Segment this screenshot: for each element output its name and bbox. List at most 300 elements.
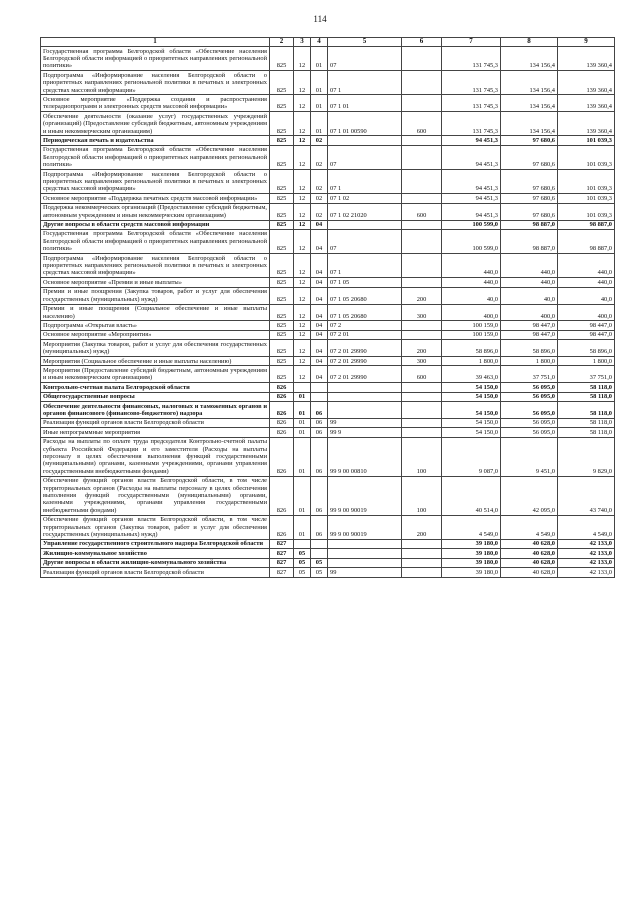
target-article-code: 07 1 05 xyxy=(328,278,402,287)
table-row xyxy=(41,71,615,95)
expense-type-code: 600 xyxy=(402,112,442,136)
target-article-code xyxy=(328,402,402,419)
target-article-code: 07 1 05 20680 xyxy=(328,304,402,321)
amount-col-8: 40,0 xyxy=(501,287,558,304)
target-article-code: 99 9 xyxy=(328,428,402,437)
ministry-code: 827 xyxy=(270,539,294,548)
target-article-code xyxy=(328,220,402,229)
amount-col-8: 9 451,0 xyxy=(501,437,558,476)
subsection-code: 04 xyxy=(311,220,328,229)
amount-col-9: 58 118,0 xyxy=(558,383,615,392)
row-name: Подпрограмма «Информирование населения Белгородской области о приоритетных направлениях региональной политики в печатных и электронных средствах массовой информации» xyxy=(41,71,270,95)
table-row xyxy=(41,229,615,253)
subsection-code: 04 xyxy=(311,321,328,330)
amount-col-7: 100 599,0 xyxy=(442,220,501,229)
section-code: 12 xyxy=(294,278,311,287)
section-code: 12 xyxy=(294,357,311,366)
expense-type-code xyxy=(402,392,442,401)
amount-col-8: 97 680,6 xyxy=(501,145,558,169)
target-article-code: 07 1 01 00590 xyxy=(328,112,402,136)
table-row xyxy=(41,558,615,567)
amount-col-9: 98 887,0 xyxy=(558,220,615,229)
amount-col-7: 440,0 xyxy=(442,254,501,278)
column-header: 4 xyxy=(311,38,328,47)
target-article-code: 07 2 01 29990 xyxy=(328,357,402,366)
section-code: 12 xyxy=(294,170,311,194)
row-name: Обеспечение деятельности (оказание услуг) государственных учреждений (организаций) (Предоставление субсидий бюджетным, автономным учреждениям и иным некоммерческим организациям) xyxy=(41,112,270,136)
amount-col-7: 94 451,3 xyxy=(442,194,501,203)
subsection-code: 04 xyxy=(311,366,328,383)
row-name: Премии и иные поощрения (Социальное обеспечение и иные выплаты населению) xyxy=(41,304,270,321)
target-article-code: 07 1 xyxy=(328,170,402,194)
section-code: 12 xyxy=(294,95,311,112)
row-name: Реализация функций органов власти Белгородской области xyxy=(41,418,270,427)
ministry-code: 826 xyxy=(270,383,294,392)
ministry-code: 825 xyxy=(270,194,294,203)
section-code: 12 xyxy=(294,112,311,136)
target-article-code xyxy=(328,558,402,567)
target-article-code: 07 xyxy=(328,145,402,169)
amount-col-8: 1 800,0 xyxy=(501,357,558,366)
amount-col-8: 56 095,0 xyxy=(501,428,558,437)
ministry-code: 825 xyxy=(270,136,294,145)
amount-col-9: 58 118,0 xyxy=(558,402,615,419)
row-name: Основное мероприятие «Поддержка создания и распространения телерадиопрограмм и электронных средств массовой информации» xyxy=(41,95,270,112)
table-row xyxy=(41,428,615,437)
ministry-code: 825 xyxy=(270,330,294,339)
table-row xyxy=(41,278,615,287)
table-row xyxy=(41,287,615,304)
amount-col-8: 40 628,0 xyxy=(501,549,558,558)
table-row xyxy=(41,220,615,229)
expense-type-code xyxy=(402,47,442,71)
ministry-code: 826 xyxy=(270,437,294,476)
expense-type-code xyxy=(402,539,442,548)
row-name: Государственная программа Белгородской области «Обеспечение населения Белгородской области информацией о приоритетных направлениях региональной политики» xyxy=(41,145,270,169)
amount-col-8: 97 680,6 xyxy=(501,136,558,145)
subsection-code: 01 xyxy=(311,112,328,136)
expense-type-code xyxy=(402,194,442,203)
amount-col-9: 101 039,3 xyxy=(558,203,615,220)
row-name: Поддержка некоммерческих организаций (Предоставление субсидий бюджетным, автономным учреждениям и иным некоммерческим организациям) xyxy=(41,203,270,220)
target-article-code xyxy=(328,539,402,548)
expense-type-code xyxy=(402,95,442,112)
section-code: 12 xyxy=(294,229,311,253)
amount-col-9: 58 118,0 xyxy=(558,418,615,427)
amount-col-8: 134 156,4 xyxy=(501,112,558,136)
amount-col-7: 94 451,3 xyxy=(442,145,501,169)
amount-col-9: 43 740,0 xyxy=(558,476,615,515)
amount-col-8: 134 156,4 xyxy=(501,47,558,71)
row-name: Подпрограмма «Открытая власть» xyxy=(41,321,270,330)
table-row xyxy=(41,402,615,419)
ministry-code: 826 xyxy=(270,428,294,437)
section-code xyxy=(294,383,311,392)
ministry-code: 825 xyxy=(270,304,294,321)
ministry-code: 825 xyxy=(270,47,294,71)
subsection-code: 06 xyxy=(311,418,328,427)
row-name: Управление государственного строительного надзора Белгородской области xyxy=(41,539,270,548)
subsection-code: 05 xyxy=(311,558,328,567)
amount-col-8: 42 095,0 xyxy=(501,476,558,515)
subsection-code: 06 xyxy=(311,428,328,437)
ministry-code: 825 xyxy=(270,71,294,95)
ministry-code: 825 xyxy=(270,340,294,357)
section-code: 12 xyxy=(294,366,311,383)
row-name: Контрольно-счетная палата Белгородской области xyxy=(41,383,270,392)
amount-col-8: 58 896,0 xyxy=(501,340,558,357)
amount-col-7: 39 180,0 xyxy=(442,568,501,577)
amount-col-8: 440,0 xyxy=(501,254,558,278)
section-code: 01 xyxy=(294,418,311,427)
amount-col-9: 440,0 xyxy=(558,254,615,278)
section-code xyxy=(294,539,311,548)
target-article-code: 99 9 00 00810 xyxy=(328,437,402,476)
expense-type-code xyxy=(402,321,442,330)
amount-col-7: 94 451,3 xyxy=(442,170,501,194)
subsection-code: 06 xyxy=(311,402,328,419)
amount-col-8: 134 156,4 xyxy=(501,71,558,95)
row-name: Обеспечение функций органов власти Белгородской области, в том числе территориальных органов (Закупка товаров, работ и услуг для обеспечения государственных (муниципальных) нужд) xyxy=(41,515,270,539)
row-name: Другие вопросы в области жилищно-коммунального хозяйства xyxy=(41,558,270,567)
row-name: Расходы на выплаты по оплате труда председателя Контрольно-счетной палаты субъекта Российской Федерации и его заместителя (Расходы на выплаты персоналу в целях обеспечения выполнения функций государственными (муниципальными) органами, казенными учреждениями, органами управления государственными внебюджетными фондами) xyxy=(41,437,270,476)
expense-type-code: 100 xyxy=(402,476,442,515)
amount-col-7: 400,0 xyxy=(442,304,501,321)
section-code: 12 xyxy=(294,321,311,330)
target-article-code: 07 1 02 xyxy=(328,194,402,203)
table-row xyxy=(41,136,615,145)
subsection-code: 04 xyxy=(311,278,328,287)
section-code: 12 xyxy=(294,330,311,339)
target-article-code: 07 2 01 29990 xyxy=(328,340,402,357)
column-header: 1 xyxy=(41,38,270,47)
target-article-code: 07 1 xyxy=(328,254,402,278)
table-row xyxy=(41,170,615,194)
section-code: 12 xyxy=(294,194,311,203)
subsection-code: 02 xyxy=(311,136,328,145)
section-code: 05 xyxy=(294,568,311,577)
target-article-code: 99 9 00 90019 xyxy=(328,476,402,515)
table-row xyxy=(41,549,615,558)
subsection-code: 04 xyxy=(311,287,328,304)
ministry-code: 825 xyxy=(270,112,294,136)
subsection-code: 06 xyxy=(311,437,328,476)
target-article-code: 07 2 01 xyxy=(328,330,402,339)
expense-type-code xyxy=(402,254,442,278)
expense-type-code xyxy=(402,549,442,558)
amount-col-8: 40 628,0 xyxy=(501,568,558,577)
amount-col-8: 98 447,0 xyxy=(501,321,558,330)
amount-col-9: 440,0 xyxy=(558,278,615,287)
table-row xyxy=(41,145,615,169)
table-row xyxy=(41,476,615,515)
expense-type-code xyxy=(402,330,442,339)
amount-col-9: 139 360,4 xyxy=(558,71,615,95)
expense-type-code xyxy=(402,558,442,567)
section-code: 01 xyxy=(294,392,311,401)
subsection-code: 04 xyxy=(311,304,328,321)
table-row xyxy=(41,194,615,203)
amount-col-9: 139 360,4 xyxy=(558,47,615,71)
amount-col-9: 42 133,0 xyxy=(558,549,615,558)
amount-col-9: 4 549,0 xyxy=(558,515,615,539)
table-row xyxy=(41,340,615,357)
section-code: 12 xyxy=(294,145,311,169)
amount-col-7: 54 150,0 xyxy=(442,402,501,419)
amount-col-7: 54 150,0 xyxy=(442,392,501,401)
row-name: Государственная программа Белгородской области «Обеспечение населения Белгородской области информацией о приоритетных направлениях региональной политики» xyxy=(41,47,270,71)
table-body xyxy=(41,47,615,578)
table-row xyxy=(41,330,615,339)
column-header: 8 xyxy=(501,38,558,47)
target-article-code xyxy=(328,549,402,558)
amount-col-9: 9 829,0 xyxy=(558,437,615,476)
amount-col-9: 42 133,0 xyxy=(558,568,615,577)
expense-type-code: 300 xyxy=(402,304,442,321)
amount-col-7: 40,0 xyxy=(442,287,501,304)
amount-col-7: 39 180,0 xyxy=(442,549,501,558)
amount-col-7: 1 800,0 xyxy=(442,357,501,366)
expense-type-code xyxy=(402,428,442,437)
row-name: Премии и иные поощрения (Закупка товаров, работ и услуг для обеспечения государственных (муниципальных) нужд) xyxy=(41,287,270,304)
section-code: 01 xyxy=(294,402,311,419)
section-code: 01 xyxy=(294,428,311,437)
amount-col-7: 9 087,0 xyxy=(442,437,501,476)
ministry-code: 825 xyxy=(270,357,294,366)
table-row xyxy=(41,568,615,577)
subsection-code: 06 xyxy=(311,515,328,539)
amount-col-7: 100 599,0 xyxy=(442,229,501,253)
amount-col-8: 440,0 xyxy=(501,278,558,287)
subsection-code: 02 xyxy=(311,203,328,220)
target-article-code: 99 xyxy=(328,568,402,577)
section-code: 01 xyxy=(294,515,311,539)
section-code: 12 xyxy=(294,203,311,220)
section-code: 12 xyxy=(294,136,311,145)
amount-col-7: 54 150,0 xyxy=(442,428,501,437)
target-article-code: 07 1 01 xyxy=(328,95,402,112)
ministry-code: 825 xyxy=(270,203,294,220)
section-code: 12 xyxy=(294,71,311,95)
subsection-code: 05 xyxy=(311,568,328,577)
amount-col-7: 440,0 xyxy=(442,278,501,287)
table-row xyxy=(41,112,615,136)
subsection-code: 02 xyxy=(311,145,328,169)
amount-col-8: 97 680,6 xyxy=(501,170,558,194)
amount-col-8: 97 680,6 xyxy=(501,194,558,203)
subsection-code: 01 xyxy=(311,71,328,95)
amount-col-9: 101 039,3 xyxy=(558,194,615,203)
amount-col-7: 54 150,0 xyxy=(442,418,501,427)
amount-col-9: 400,0 xyxy=(558,304,615,321)
row-name: Государственная программа Белгородской области «Обеспечение населения Белгородской области информацией о приоритетных направлениях региональной политики» xyxy=(41,229,270,253)
amount-col-8: 400,0 xyxy=(501,304,558,321)
row-name: Мероприятия (Закупка товаров, работ и услуг для обеспечения государственных (муниципальных) нужд) xyxy=(41,340,270,357)
expense-type-code: 200 xyxy=(402,340,442,357)
target-article-code: 07 xyxy=(328,47,402,71)
target-article-code: 07 2 01 29990 xyxy=(328,366,402,383)
amount-col-7: 39 463,0 xyxy=(442,366,501,383)
expense-type-code xyxy=(402,145,442,169)
amount-col-7: 131 745,3 xyxy=(442,47,501,71)
table-row xyxy=(41,321,615,330)
expense-type-code: 300 xyxy=(402,357,442,366)
row-name: Основное мероприятие «Поддержка печатных средств массовой информации» xyxy=(41,194,270,203)
section-code: 05 xyxy=(294,558,311,567)
budget-table xyxy=(40,37,615,578)
amount-col-8: 56 095,0 xyxy=(501,392,558,401)
amount-col-8: 56 095,0 xyxy=(501,383,558,392)
amount-col-8: 4 549,0 xyxy=(501,515,558,539)
column-header: 3 xyxy=(294,38,311,47)
target-article-code xyxy=(328,136,402,145)
amount-col-9: 98 447,0 xyxy=(558,330,615,339)
subsection-code: 04 xyxy=(311,229,328,253)
row-name: Подпрограмма «Информирование населения Белгородской области о приоритетных направлениях региональной политики в печатных и электронных средствах массовой информации» xyxy=(41,254,270,278)
amount-col-9: 58 896,0 xyxy=(558,340,615,357)
row-name: Мероприятия (Социальное обеспечение и иные выплаты населению) xyxy=(41,357,270,366)
amount-col-9: 58 118,0 xyxy=(558,428,615,437)
ministry-code: 826 xyxy=(270,392,294,401)
ministry-code: 826 xyxy=(270,418,294,427)
table-row xyxy=(41,95,615,112)
expense-type-code xyxy=(402,229,442,253)
target-article-code: 99 xyxy=(328,418,402,427)
section-code: 01 xyxy=(294,437,311,476)
subsection-code xyxy=(311,383,328,392)
table-row xyxy=(41,203,615,220)
amount-col-8: 134 156,4 xyxy=(501,95,558,112)
expense-type-code xyxy=(402,278,442,287)
subsection-code xyxy=(311,549,328,558)
amount-col-7: 39 180,0 xyxy=(442,539,501,548)
amount-col-8: 98 887,0 xyxy=(501,220,558,229)
amount-col-9: 101 039,3 xyxy=(558,136,615,145)
amount-col-8: 56 095,0 xyxy=(501,418,558,427)
ministry-code: 827 xyxy=(270,568,294,577)
subsection-code xyxy=(311,539,328,548)
section-code: 12 xyxy=(294,47,311,71)
amount-col-8: 98 447,0 xyxy=(501,330,558,339)
target-article-code: 07 2 xyxy=(328,321,402,330)
amount-col-9: 98 887,0 xyxy=(558,229,615,253)
expense-type-code: 200 xyxy=(402,515,442,539)
ministry-code: 827 xyxy=(270,549,294,558)
table-row xyxy=(41,437,615,476)
table-row xyxy=(41,392,615,401)
target-article-code: 99 9 00 90019 xyxy=(328,515,402,539)
target-article-code xyxy=(328,392,402,401)
column-header: 6 xyxy=(402,38,442,47)
row-name: Иные непрограммные мероприятия xyxy=(41,428,270,437)
amount-col-9: 101 039,3 xyxy=(558,145,615,169)
expense-type-code: 100 xyxy=(402,437,442,476)
row-name: Обеспечение деятельности финансовых, налоговых и таможенных органов и органов финансового (финансово-бюджетного) надзора xyxy=(41,402,270,419)
expense-type-code xyxy=(402,220,442,229)
ministry-code: 825 xyxy=(270,220,294,229)
ministry-code: 825 xyxy=(270,229,294,253)
table-row xyxy=(41,515,615,539)
ministry-code: 825 xyxy=(270,145,294,169)
subsection-code: 06 xyxy=(311,476,328,515)
amount-col-8: 56 095,0 xyxy=(501,402,558,419)
amount-col-7: 131 745,3 xyxy=(442,112,501,136)
section-code: 01 xyxy=(294,476,311,515)
expense-type-code: 200 xyxy=(402,287,442,304)
ministry-code: 826 xyxy=(270,515,294,539)
subsection-code: 02 xyxy=(311,170,328,194)
section-code: 12 xyxy=(294,287,311,304)
expense-type-code xyxy=(402,170,442,194)
column-header: 7 xyxy=(442,38,501,47)
table-row xyxy=(41,366,615,383)
section-code: 12 xyxy=(294,254,311,278)
section-code: 05 xyxy=(294,549,311,558)
expense-type-code xyxy=(402,383,442,392)
amount-col-9: 42 133,0 xyxy=(558,558,615,567)
table-row xyxy=(41,539,615,548)
amount-col-9: 98 447,0 xyxy=(558,321,615,330)
ministry-code: 826 xyxy=(270,476,294,515)
amount-col-9: 58 118,0 xyxy=(558,392,615,401)
amount-col-9: 1 800,0 xyxy=(558,357,615,366)
amount-col-8: 37 751,0 xyxy=(501,366,558,383)
row-name: Общегосударственные вопросы xyxy=(41,392,270,401)
amount-col-9: 40,0 xyxy=(558,287,615,304)
amount-col-9: 139 360,4 xyxy=(558,112,615,136)
amount-col-7: 131 745,3 xyxy=(442,71,501,95)
ministry-code: 825 xyxy=(270,278,294,287)
amount-col-7: 100 159,0 xyxy=(442,321,501,330)
table-header-row xyxy=(41,38,615,47)
amount-col-7: 58 896,0 xyxy=(442,340,501,357)
expense-type-code xyxy=(402,71,442,95)
expense-type-code xyxy=(402,568,442,577)
row-name: Основное мероприятие «Премии и иные выплаты» xyxy=(41,278,270,287)
expense-type-code: 600 xyxy=(402,203,442,220)
expense-type-code: 600 xyxy=(402,366,442,383)
amount-col-7: 94 451,3 xyxy=(442,136,501,145)
expense-type-code xyxy=(402,136,442,145)
ministry-code: 825 xyxy=(270,366,294,383)
column-header: 9 xyxy=(558,38,615,47)
amount-col-7: 100 159,0 xyxy=(442,330,501,339)
expense-type-code xyxy=(402,418,442,427)
amount-col-7: 131 745,3 xyxy=(442,95,501,112)
ministry-code: 827 xyxy=(270,558,294,567)
row-name: Подпрограмма «Информирование населения Белгородской области о приоритетных направлениях региональной политики в печатных и электронных средствах массовой информации» xyxy=(41,170,270,194)
target-article-code: 07 1 05 20680 xyxy=(328,287,402,304)
target-article-code: 07 1 02 21020 xyxy=(328,203,402,220)
section-code: 12 xyxy=(294,340,311,357)
row-name: Мероприятия (Предоставление субсидий бюджетным, автономным учреждениям и иным некоммерческим организациям) xyxy=(41,366,270,383)
column-header: 5 xyxy=(328,38,402,47)
ministry-code: 825 xyxy=(270,95,294,112)
row-name: Основное мероприятие «Мероприятия» xyxy=(41,330,270,339)
row-name: Обеспечение функций органов власти Белгородской области, в том числе территориальных органов (Расходы на выплаты персоналу в целях обеспечения выполнения функций государственными (муниципальными) органами, казенными учреждениями, органами управления государственными внебюджетными фондами) xyxy=(41,476,270,515)
row-name: Реализация функций органов власти Белгородской области xyxy=(41,568,270,577)
subsection-code: 04 xyxy=(311,254,328,278)
row-name: Жилищно-коммунальное хозяйство xyxy=(41,549,270,558)
amount-col-8: 97 680,6 xyxy=(501,203,558,220)
subsection-code: 01 xyxy=(311,95,328,112)
table-row xyxy=(41,47,615,71)
ministry-code: 826 xyxy=(270,402,294,419)
table-row xyxy=(41,304,615,321)
row-name: Другие вопросы в области средств массовой информации xyxy=(41,220,270,229)
amount-col-7: 54 150,0 xyxy=(442,383,501,392)
amount-col-9: 101 039,3 xyxy=(558,170,615,194)
